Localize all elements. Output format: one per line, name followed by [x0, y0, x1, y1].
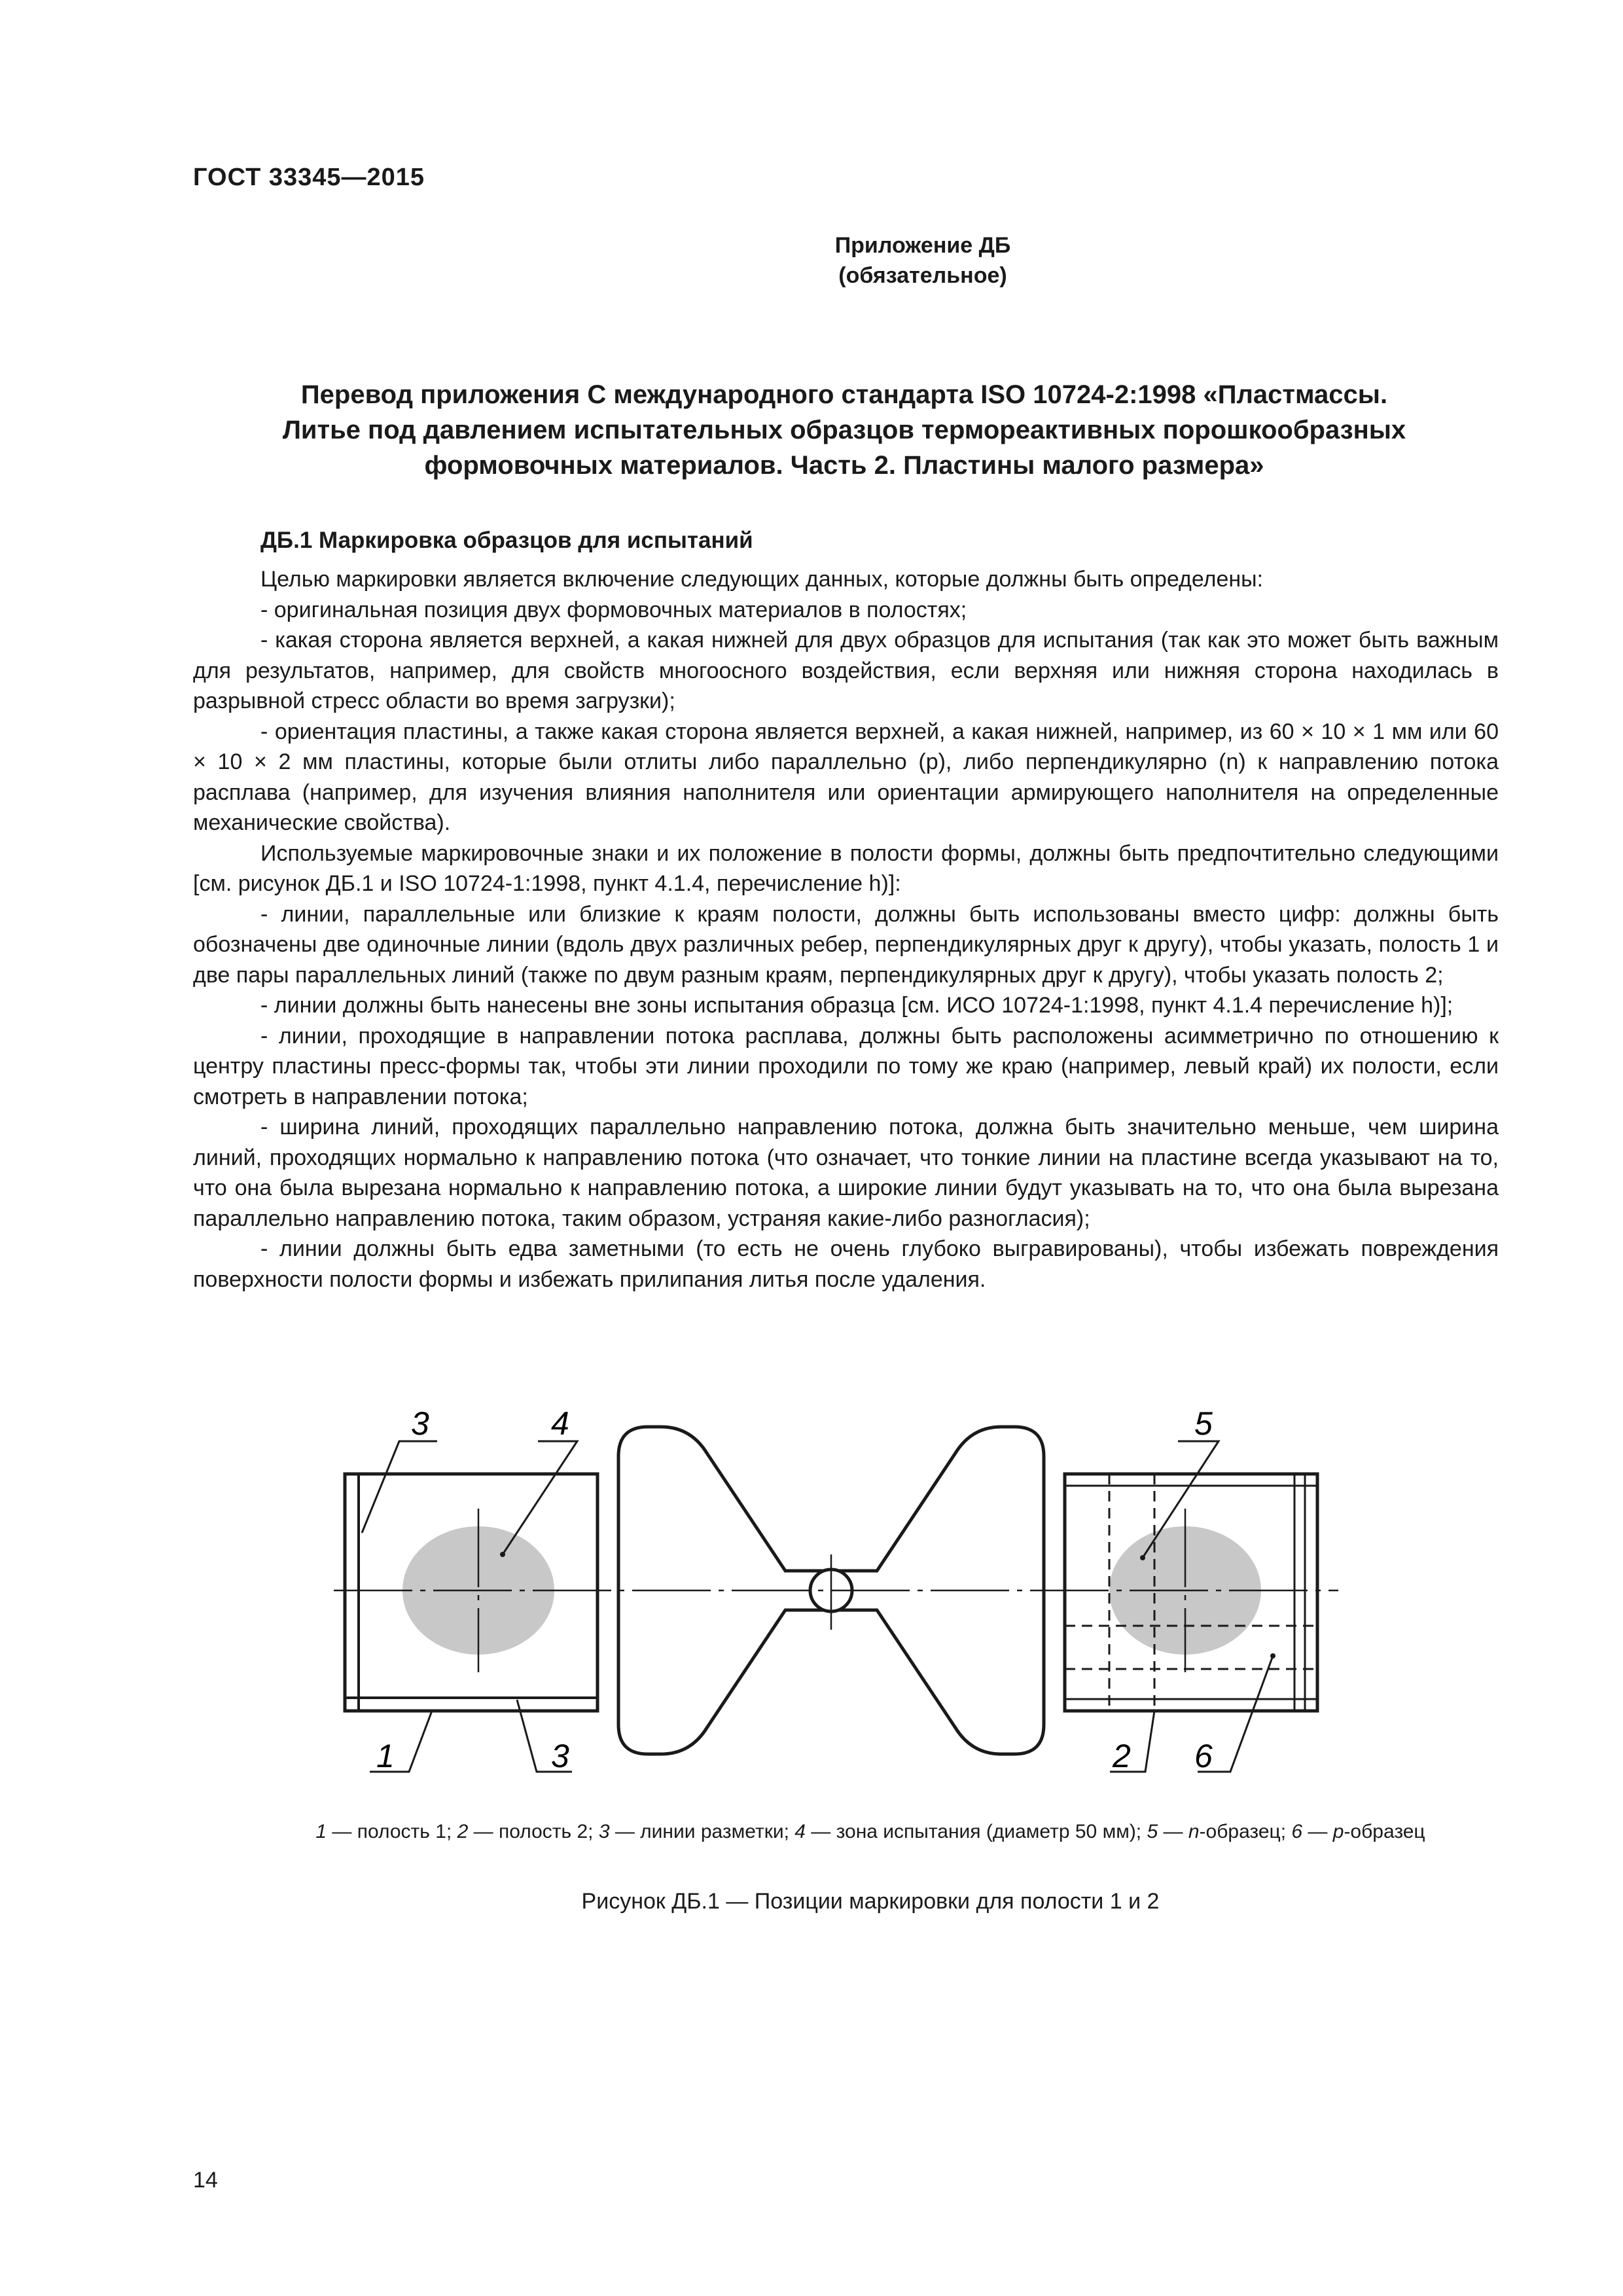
title-line: Перевод приложения С международного стандарта ISO 10724-2:1998 «Пластмассы.: [300, 380, 1388, 409]
paragraph: - оригинальная позиция двух формовочных материалов в полостях;: [260, 597, 967, 622]
figure-legend: [0, 1821, 1623, 1843]
figure-caption: Рисунок ДБ.1 — Позиции маркировки для полости 1 и 2: [581, 1889, 1160, 1914]
paragraph: Целью маркировки является включение следующих данных, которые должны быть определены:: [260, 567, 1264, 592]
callout-4: 4: [551, 1405, 569, 1442]
title-line: Литье под давлением испытательных образцов термореактивных порошкообразных: [282, 416, 1406, 444]
legend-text: —: [1302, 1821, 1333, 1842]
document-code: ГОСТ 33345—2015: [193, 164, 425, 191]
paragraph: - линии должны быть едва заметными (то есть не очень глубоко выгравированы), чтобы избежать повреждения поверхности полости формы и избежать прилипания литья после удаления.: [193, 1236, 1499, 1292]
paragraph: - линии, проходящие в направлении потока расплава, должны быть расположены асимметрично по отношению к центру пластины пресс-формы так, чтобы эти линии проходили по тому же краю (например, левый край) их полости, если смотреть в направлении потока;: [193, 1023, 1499, 1109]
legend-num: p: [1332, 1821, 1344, 1842]
paragraph: - ориентация пластины, а также какая сторона является верхней, а какая нижней, например, из 60 × 10 × 1 мм или 60 × 10 × 2 мм пластины, которые были отлиты либо параллельно (p), либо перпендикулярно (n) к направлению потока расплава (например, для изучения влияния наполнителя или ориентации армирующего наполнителя на определенные механические свойства).: [193, 719, 1499, 835]
annex-title: Приложение ДБ: [834, 233, 1011, 258]
legend-num: 4: [794, 1821, 806, 1842]
legend-text: — зона испытания (диаметр 50 мм);: [805, 1821, 1147, 1842]
callout-1: 1: [376, 1738, 395, 1774]
legend-num: 3: [598, 1821, 610, 1842]
legend-num: 2: [457, 1821, 469, 1842]
title-line: формовочных материалов. Часть 2. Пластины малого размера»: [424, 451, 1264, 480]
paragraph: - какая сторона является верхней, а какая нижней для двух образцов для испытания (так как это может быть важным для результатов, например, для свойств многоосного воздействия, если верхняя или нижняя сторона находилась в разрывной стресс области во время загрузки);: [193, 628, 1499, 713]
callout-3-bottom: 3: [551, 1738, 569, 1774]
paragraph: - линии, параллельные или близкие к краям полости, должны быть использованы вместо цифр: должны быть обозначены две одиночные линии (вдоль двух различных ребер, перпендикулярных друг к другу), чтобы указать, полость 1 и две пары параллельных линий (также по двум разным краям, перпендикулярных друг к другу), чтобы указать полость 2;: [193, 901, 1499, 988]
legend-text: -образец: [1344, 1821, 1425, 1842]
legend-num: 5: [1147, 1821, 1158, 1842]
callout-2: 2: [1113, 1738, 1131, 1774]
legend-text: —: [1158, 1821, 1188, 1842]
mold-cavity-diagram: [314, 1397, 1361, 1803]
annex-main-title: [196, 377, 1492, 483]
legend-text: — полость 1;: [327, 1821, 457, 1842]
legend-text: -образец;: [1199, 1821, 1292, 1842]
callout-3-top: 3: [411, 1405, 429, 1442]
body-text: [193, 564, 1499, 1295]
annex-heading: [0, 230, 1623, 291]
legend-text: — линии разметки;: [609, 1821, 795, 1842]
paragraph: - ширина линий, проходящих параллельно направлению потока, должна быть значительно меньше, чем ширина линий, проходящих нормально к направлению потока (что означает, что тонкие линии на пластине всегда указывают на то, что она была вырезана нормально к направлению потока, а широкие линии будут указывать на то, что она была вырезана параллельно направлению потока, таким образом, устраняя какие-либо разногласия);: [193, 1115, 1499, 1231]
legend-num: n: [1188, 1821, 1200, 1842]
section-heading: ДБ.1 Маркировка образцов для испытаний: [260, 528, 753, 553]
paragraph: - линии должны быть нанесены вне зоны испытания образца [см. ИСО 10724-1:1998, пункт 4.1.4 перечисление h)];: [260, 993, 1454, 1018]
legend-num: 1: [315, 1821, 327, 1842]
callout-5: 5: [1194, 1405, 1213, 1442]
legend-num: 6: [1291, 1821, 1303, 1842]
legend-text: — полость 2;: [468, 1821, 599, 1842]
paragraph: Используемые маркировочные знаки и их положение в полости формы, должны быть предпочтительно следующими [см. рисунок ДБ.1 и ISO 10724-1:1998, пункт 4.1.4, перечисление h)]:: [193, 840, 1499, 896]
callout-6: 6: [1194, 1738, 1213, 1774]
page-number: 14: [193, 2168, 218, 2193]
annex-status: (обязательное): [838, 263, 1007, 288]
